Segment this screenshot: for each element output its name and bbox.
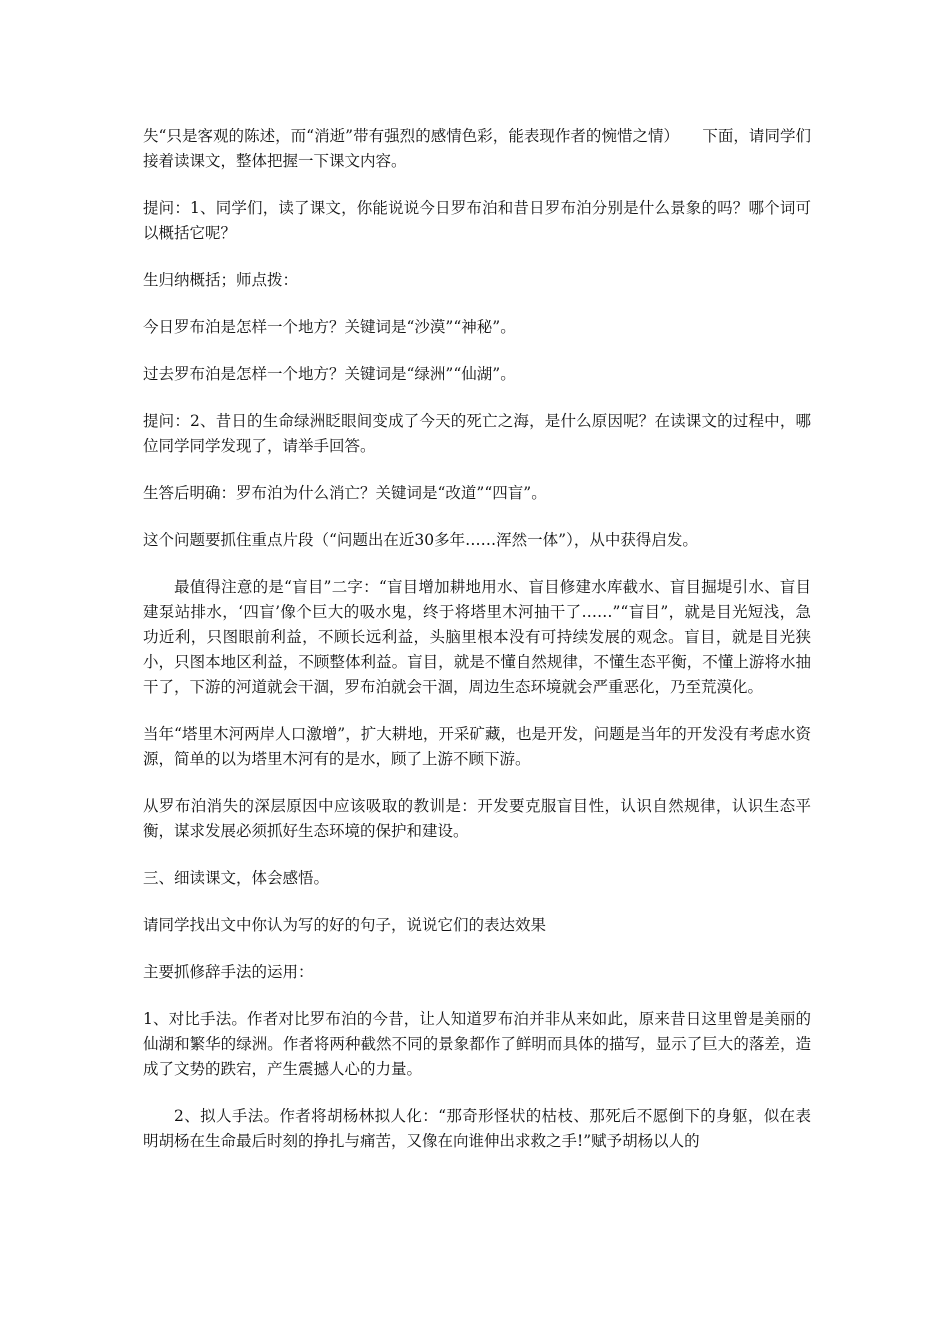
paragraph-9: 最值得注意的是“盲目”二字：“盲目增加耕地用水、盲目修建水库截水、盲目掘堤引水、盲目建泵站排水，‘四盲’像个巨大的吸水鬼，终于将塔里木河抽干了……”“盲目”，就是目光短浅，急功近利，只图眼前利益，不顾长远利益，头脑里根本没有可持续发展的观念。盲目，就是目光狭小，只图本地区利益，不顾整体利益。盲目，就是不懂自然规律，不懂生态平衡，不懂上游将水抽干了，下游的河道就会干涸，罗布泊就会干涸，周边生态环境就会严重恶化，乃至荒漠化。 <box>143 578 811 696</box>
document-body <box>143 124 811 1176</box>
paragraph-8: 这个问题要抓住重点片段（“问题出在近30多年……浑然一体”），从中获得启发。 <box>143 531 698 549</box>
paragraph-7: 生答后明确：罗布泊为什么消亡？关键词是“改道”“四盲”。 <box>143 484 547 502</box>
paragraph-6: 提问：2、昔日的生命绿洲眨眼间变成了今天的死亡之海，是什么原因呢？在读课文的过程中，哪位同学同学发现了，请举手回答。 <box>143 412 811 455</box>
paragraph-13: 请同学找出文中你认为写的好的句子，说说它们的表达效果 <box>143 916 547 934</box>
paragraph-2: 提问：1、同学们，读了课文，你能说说今日罗布泊和昔日罗布泊分别是什么景象的吗？哪个词可以概括它呢？ <box>143 199 811 242</box>
section-heading: 三、细读课文，体会感悟。 <box>143 869 330 887</box>
paragraph-4: 今日罗布泊是怎样一个地方？关键词是“沙漠”“神秘”。 <box>143 318 516 336</box>
paragraph-11: 从罗布泊消失的深层原因中应该吸取的教训是：开发要克服盲目性，认识自然规律，认识生态平衡，谋求发展必须抓好生态环境的保护和建设。 <box>143 797 811 840</box>
paragraph-10: 当年“塔里木河两岸人口激增”，扩大耕地，开采矿藏，也是开发，问题是当年的开发没有考虑水资源，简单的以为塔里木河有的是水，顾了上游不顾下游。 <box>143 725 811 768</box>
paragraph-15: 1、对比手法。作者对比罗布泊的今昔，让人知道罗布泊并非从来如此，原来昔日这里曾是美丽的仙湖和繁华的绿洲。作者将两种截然不同的景象都作了鲜明而具体的描写，显示了巨大的落差，造成了文势的跌宕，产生震撼人心的力量。 <box>143 1010 811 1078</box>
paragraph-1: 失“只是客观的陈述，而“消逝”带有强烈的感情色彩，能表现作者的惋惜之情） 下面，请同学们接着读课文，整体把握一下课文内容。 <box>143 127 811 170</box>
paragraph-5: 过去罗布泊是怎样一个地方？关键词是“绿洲”“仙湖”。 <box>143 365 516 383</box>
paragraph-3: 生归纳概括；师点拨： <box>143 271 299 289</box>
paragraph-16: 2、拟人手法。作者将胡杨林拟人化：“那奇形怪状的枯枝、那死后不愿倒下的身躯，似在表明胡杨在生命最后时刻的挣扎与痛苦，又像在向谁伸出求救之手!”赋予胡杨以人的 <box>143 1107 811 1150</box>
paragraph-14: 主要抓修辞手法的运用： <box>143 963 314 981</box>
